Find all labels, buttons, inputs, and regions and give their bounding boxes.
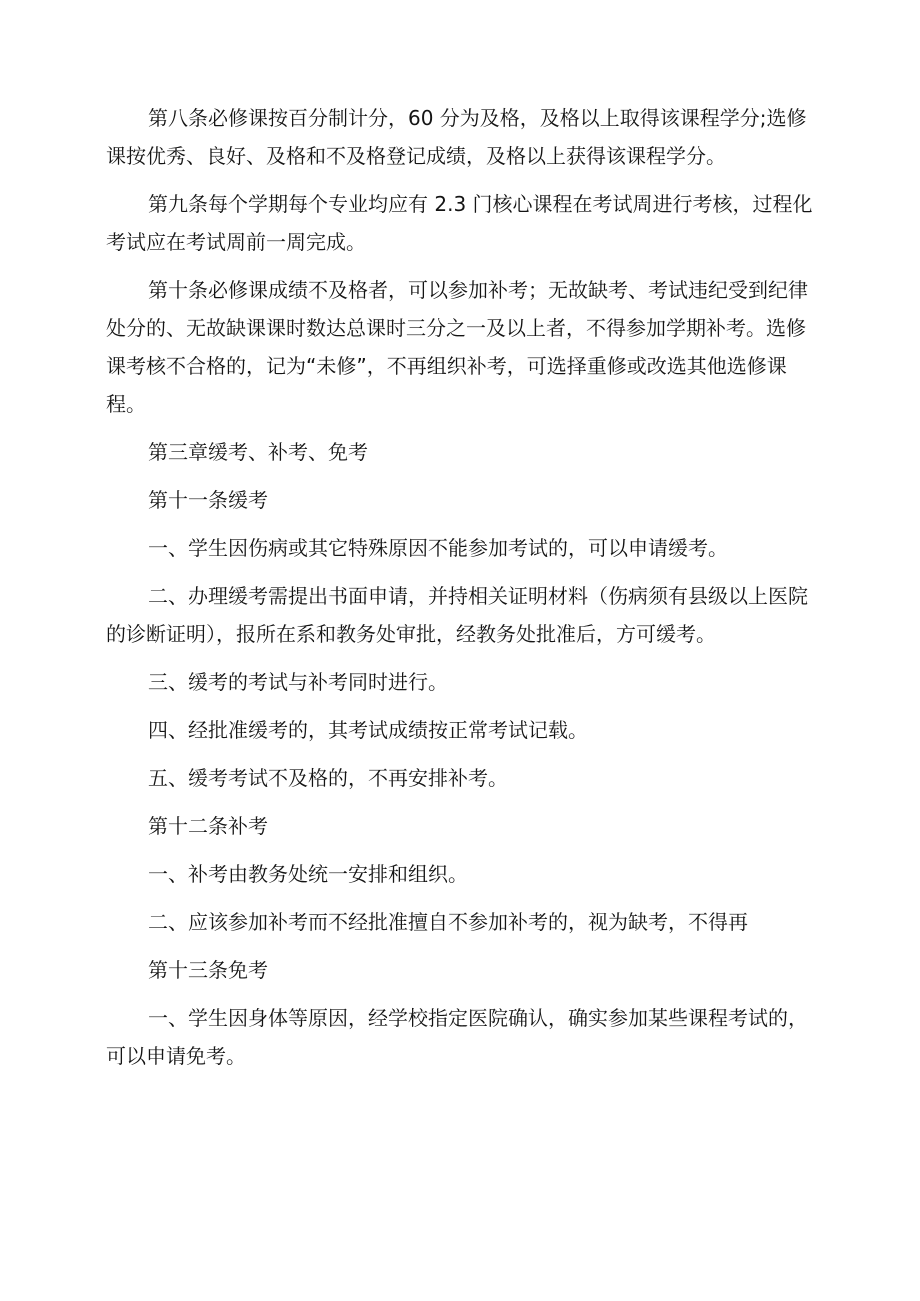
article-11-item-2 xyxy=(106,577,818,653)
chapter-3-heading xyxy=(106,433,818,471)
article-12-item-2 xyxy=(106,903,818,941)
article-13-item-1 xyxy=(106,999,818,1075)
text-line: 第十二条补考 xyxy=(148,814,268,838)
text-line: 课考核不合格的，记为“未修”，不再组织补考，可选择重修或改选其他选修课 xyxy=(106,354,787,378)
article-13-heading xyxy=(106,951,818,989)
article-12-heading xyxy=(106,807,818,845)
text-line: 第九条每个学期每个专业均应有 2.3 门核心课程在考试周进行考核，过程化 xyxy=(148,192,813,216)
text-line: 第十条必修课成绩不及格者，可以参加补考；无故缺考、考试违纪受到纪律 xyxy=(148,278,808,302)
text-line: 四、经批准缓考的，其考试成绩按正常考试记载。 xyxy=(148,718,588,742)
text-line: 的诊断证明），报所在系和教务处审批，经教务处批准后，方可缓考。 xyxy=(106,622,716,646)
paragraph-article-10 xyxy=(106,271,818,423)
text-line: 一、学生因身体等原因，经学校指定医院确认，确实参加某些课程考试的， xyxy=(148,1006,808,1030)
text-line: 三、缓考的考试与补考同时进行。 xyxy=(148,670,448,694)
article-11-item-3 xyxy=(106,663,818,701)
text-line: 二、办理缓考需提出书面申请，并持相关证明材料（伤病须有县级以上医院 xyxy=(148,584,808,608)
article-11-item-5 xyxy=(106,759,818,797)
text-line: 第十三条免考 xyxy=(148,958,268,982)
text-line: 程。 xyxy=(106,392,146,416)
text-line: 处分的、无故缺课课时数达总课时三分之一及以上者，不得参加学期补考。选修 xyxy=(106,316,806,340)
text-line: 第十一条缓考 xyxy=(148,488,268,512)
text-line: 一、学生因伤病或其它特殊原因不能参加考试的，可以申请缓考。 xyxy=(148,536,728,560)
paragraph-article-9 xyxy=(106,185,818,261)
article-11-item-4 xyxy=(106,711,818,749)
text-line: 考试应在考试周前一周完成。 xyxy=(106,230,366,254)
text-line: 可以申请免考。 xyxy=(106,1044,246,1068)
text-line: 一、补考由教务处统一安排和组织。 xyxy=(148,862,468,886)
text-line: 二、应该参加补考而不经批准擅自不参加补考的，视为缺考，不得再 xyxy=(148,910,748,934)
text-line: 课按优秀、良好、及格和不及格登记成绩，及格以上获得该课程学分。 xyxy=(106,144,726,168)
article-11-item-1 xyxy=(106,529,818,567)
document-body xyxy=(106,99,818,1085)
paragraph-article-8 xyxy=(106,99,818,175)
text-line: 五、缓考考试不及格的，不再安排补考。 xyxy=(148,766,508,790)
text-line: 第三章缓考、补考、免考 xyxy=(148,440,368,464)
article-11-heading xyxy=(106,481,818,519)
text-line: 第八条必修课按百分制计分，60 分为及格，及格以上取得该课程学分;选修 xyxy=(148,106,807,130)
article-12-item-1 xyxy=(106,855,818,893)
